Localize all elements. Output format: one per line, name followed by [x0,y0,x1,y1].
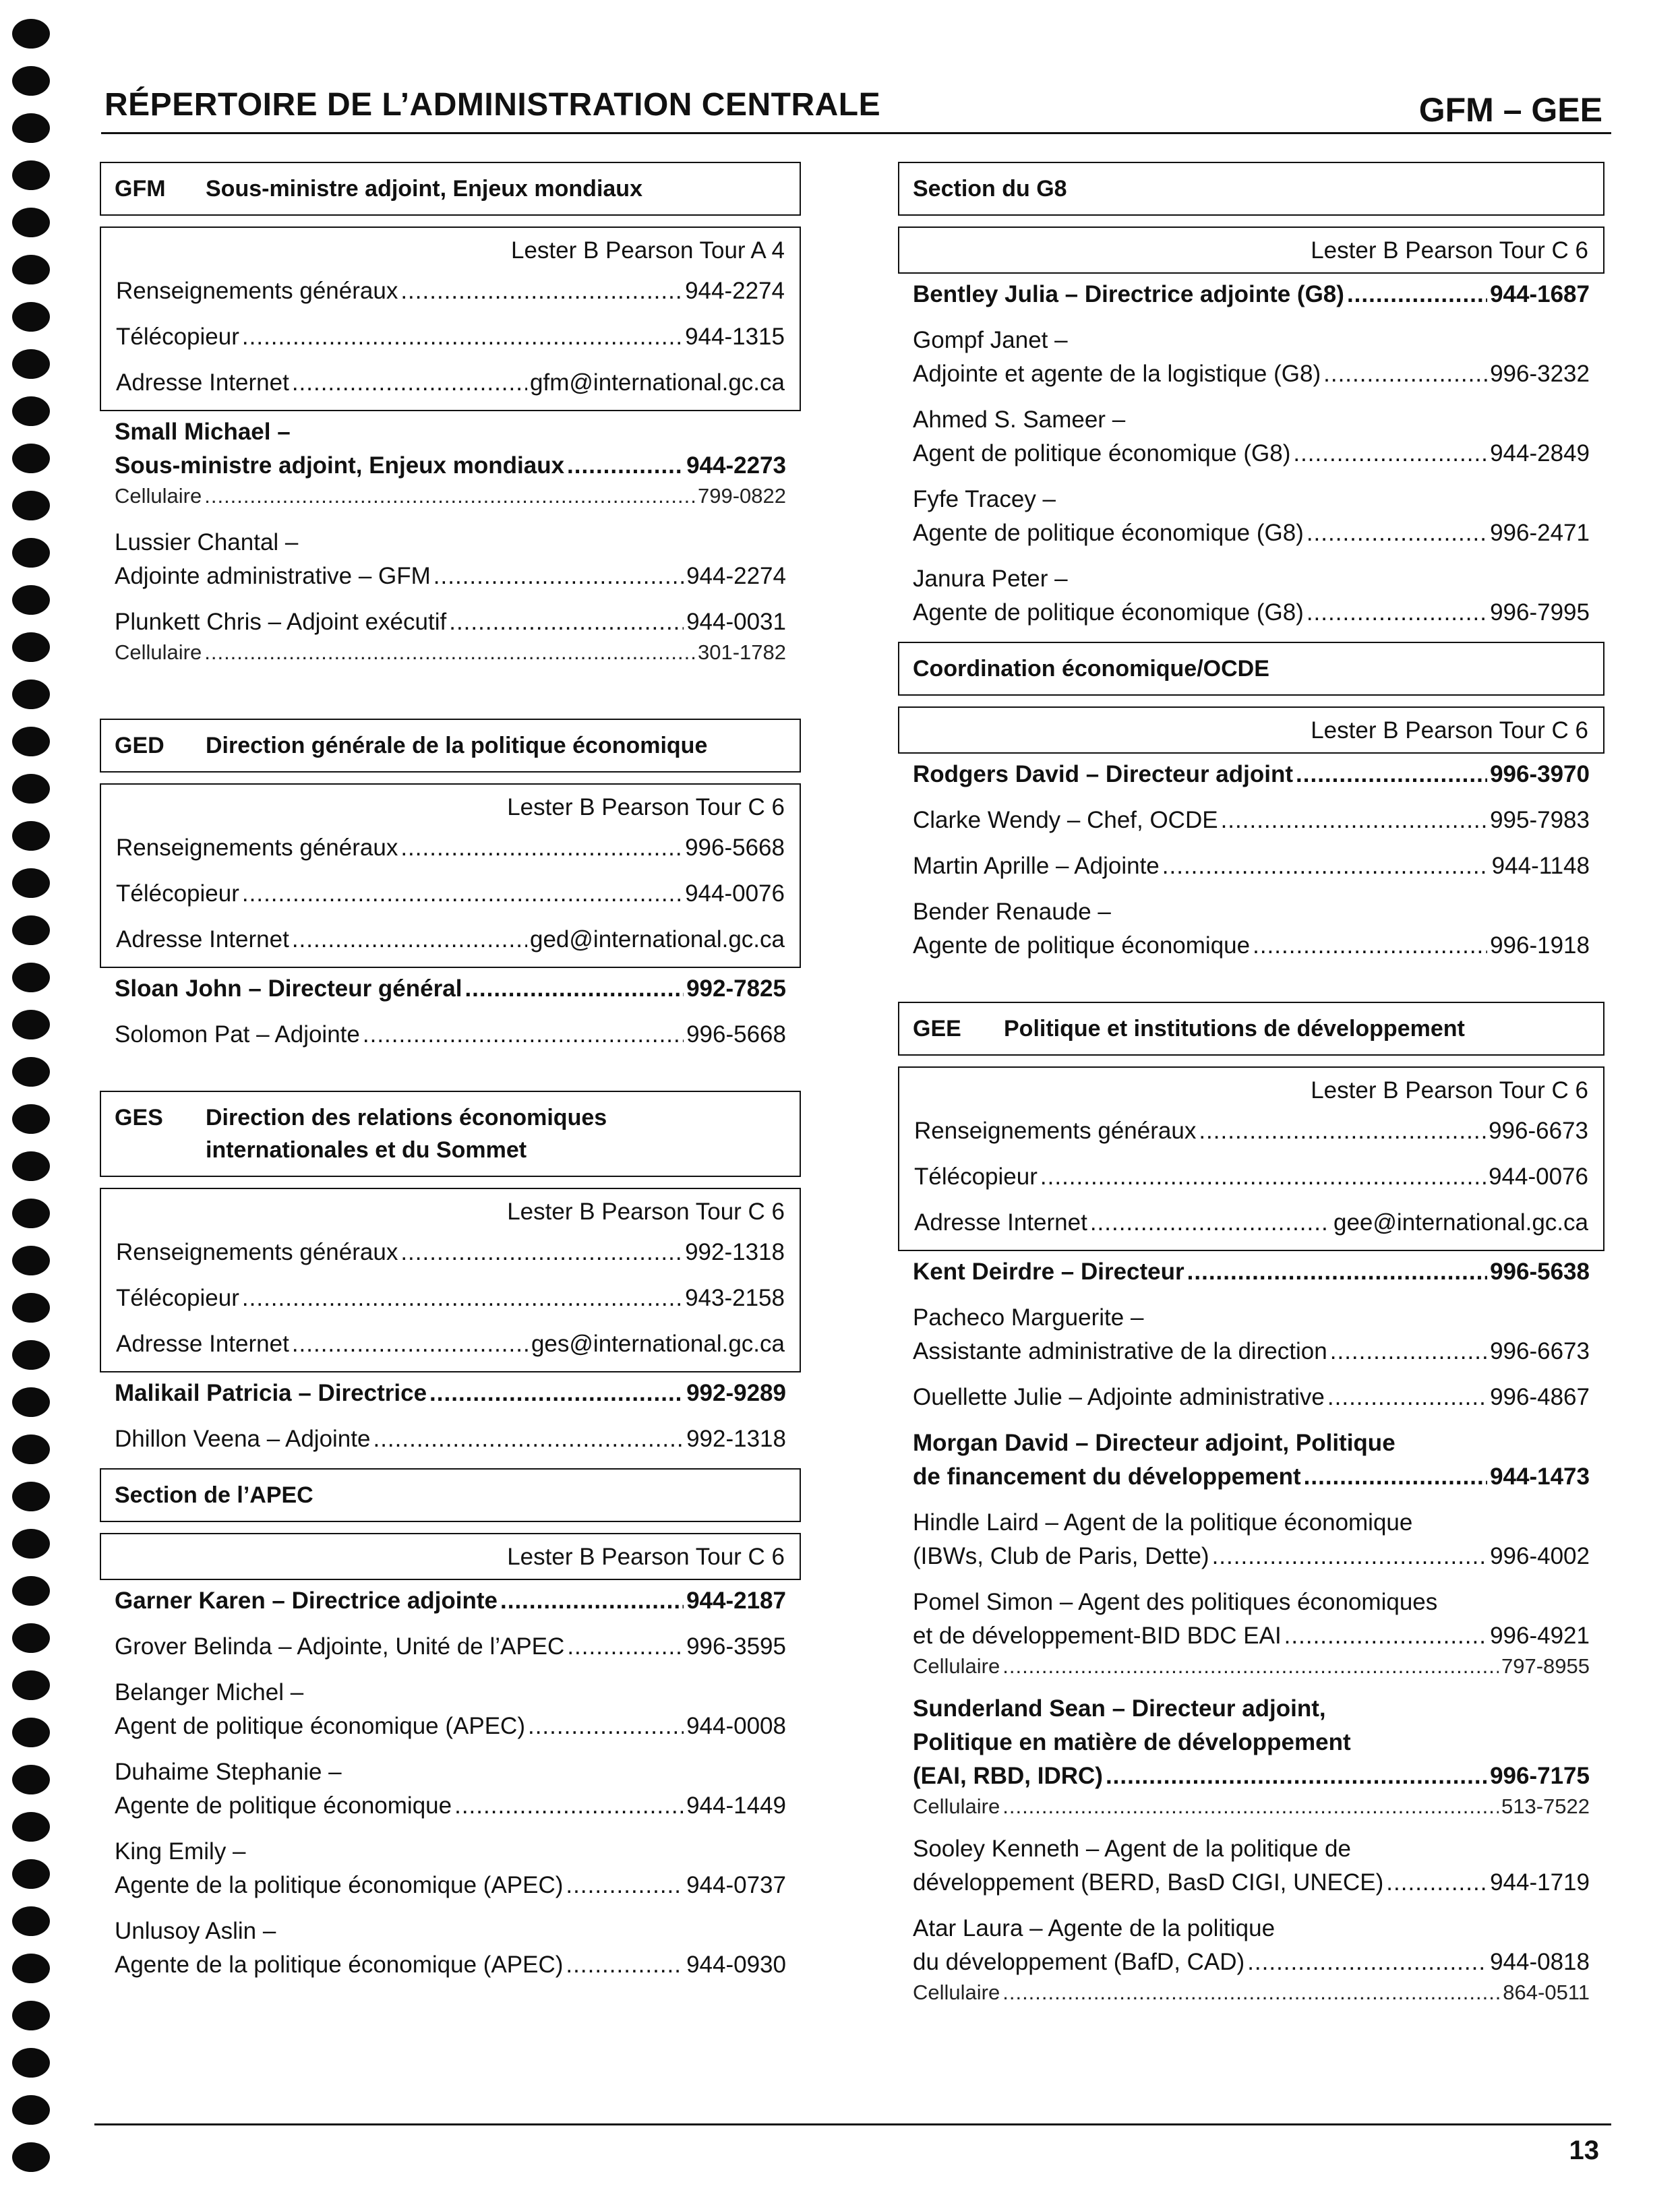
ges-section-header [100,1091,801,1177]
binder-holes [12,0,53,2205]
header-rule [101,132,1611,134]
binder-hole [12,821,50,851]
binder-hole [12,19,50,49]
page-number: 13 [1569,2136,1599,2165]
binder-hole [12,255,50,284]
binder-hole [12,963,50,992]
gee-section-header [898,1002,1604,1056]
location: Lester B Pearson Tour C 6 [1311,237,1588,264]
info-row: Renseignements généraux ..... 992-1318 [116,1230,785,1275]
binder-hole [12,2001,50,2030]
binder-hole [12,1623,50,1653]
binder-hole [12,444,50,473]
binder-hole [12,1151,50,1181]
staff-entry: Clarke Wendy – Chef, OCDE ..... 995-7983 [898,804,1604,837]
binder-hole [12,679,50,709]
staff-entry: Kent Deirdre – Directeur ..... 996-5638 [898,1255,1604,1289]
binder-hole [12,1576,50,1606]
binder-hole [12,113,50,143]
info-row: Télécopieur ..... 944-0076 [116,871,785,917]
staff-entry: Plunkett Chris – Adjoint exécutif ..... 944-0031 [100,605,801,639]
staff-entry: Lussier Chantal – Adjointe administrative – GFM ..... 944-2274 [100,526,801,593]
staff-entry: Sunderland Sean – Directeur adjoint, Politique en matière de développement (EAI, RBD, IDRC) ..... 996-7175 [898,1692,1604,1793]
email-link[interactable]: ged@international.gc.ca [530,926,785,953]
location: Lester B Pearson Tour A 4 [510,237,785,264]
section-title: Politique et institutions de développement [1004,1016,1465,1041]
binder-hole [12,774,50,804]
ocde-address-box [898,706,1604,754]
binder-hole [12,868,50,898]
g8-address-box [898,226,1604,274]
binder-hole [12,1906,50,1936]
staff-entry: Unlusoy Aslin – Agente de la politique économique (APEC) ..... 944-0930 [100,1914,801,1982]
binder-hole [12,632,50,662]
staff-entry: Belanger Michel – Agent de politique économique (APEC) ..... 944-0008 [100,1676,801,1743]
left-column [100,162,801,1994]
section-code: GFM [115,176,166,202]
staff-entry: Garner Karen – Directrice adjointe ..... 944-2187 [100,1584,801,1618]
email-link[interactable]: gfm@international.gc.ca [530,369,785,396]
ges-address-box [100,1188,801,1372]
binder-hole [12,585,50,615]
staff-entry: Janura Peter – Agente de politique économique (G8) ..... 996-7995 [898,562,1604,630]
staff-entry: Fyfe Tracey – Agente de politique économique (G8) ..... 996-2471 [898,483,1604,550]
section-title: Section du G8 [913,176,1067,202]
cell-row: Cellulaire ..... 513-7522 [898,1793,1604,1820]
location: Lester B Pearson Tour C 6 [1311,717,1588,744]
info-row: Adresse Internet ..... gee@international.gc.ca [914,1200,1588,1246]
section-title: Section de l’APEC [115,1482,313,1508]
binder-hole [12,1718,50,1747]
staff-entry: Gompf Janet – Adjointe et agente de la logistique (G8) ..... 996-3232 [898,324,1604,391]
staff-entry: Martin Aprille – Adjointe ..... 944-1148 [898,849,1604,883]
apec-section-header [100,1468,801,1522]
binder-hole [12,1340,50,1370]
binder-hole [12,1859,50,1889]
binder-hole [12,1010,50,1039]
gfm-section-header [100,162,801,216]
ocde-section-header [898,642,1604,696]
binder-hole [12,1670,50,1700]
binder-hole [12,2142,50,2172]
binder-hole [12,2095,50,2125]
staff-entry: Rodgers David – Directeur adjoint ..... 996-3970 [898,758,1604,791]
binder-hole [12,1812,50,1842]
location: Lester B Pearson Tour C 6 [1311,1077,1588,1104]
binder-hole [12,915,50,945]
location: Lester B Pearson Tour C 6 [507,794,785,820]
staff-entry: Dhillon Veena – Adjointe ..... 992-1318 [100,1422,801,1456]
staff-entry: Sooley Kenneth – Agent de la politique de développement (BERD, BasD CIGI, UNECE) ..... 944-1719 [898,1832,1604,1900]
staff-entry: Small Michael – Sous-ministre adjoint, Enjeux mondiaux ..... 944-2273 [100,415,801,483]
staff-entry: Bender Renaude – Agente de politique économique ..... 996-1918 [898,895,1604,963]
staff-entry: Solomon Pat – Adjointe ..... 996-5668 [100,1018,801,1052]
info-row: Renseignements généraux ..... 996-5668 [116,825,785,871]
staff-entry: Ouellette Julie – Adjointe administrative ..... 996-4867 [898,1381,1604,1414]
section-title: Direction des relations économiques internationales et du Sommet [206,1105,607,1163]
info-row: Télécopieur ..... 944-1315 [116,314,785,360]
staff-entry: Duhaime Stephanie – Agente de politique économique ..... 944-1449 [100,1755,801,1823]
staff-entry: Sloan John – Directeur général ..... 992-7825 [100,972,801,1006]
staff-entry: Grover Belinda – Adjointe, Unité de l’APEC ..... 996-3595 [100,1630,801,1664]
binder-hole [12,1765,50,1794]
right-column [898,162,1604,2006]
location: Lester B Pearson Tour C 6 [507,1199,785,1225]
staff-entry: Pacheco Marguerite – Assistante administrative de la direction ..... 996-6673 [898,1301,1604,1368]
ged-section-header [100,719,801,773]
info-row: Adresse Internet ..... ged@international.gc.ca [116,917,785,963]
g8-section-header [898,162,1604,216]
binder-hole [12,1529,50,1559]
ged-address-box [100,783,801,968]
binder-hole [12,66,50,96]
section-title: Coordination économique/OCDE [913,656,1269,682]
binder-hole [12,208,50,237]
staff-entry: Bentley Julia – Directrice adjointe (G8) ..... 944-1687 [898,278,1604,311]
staff-entry: Ahmed S. Sameer – Agent de politique économique (G8) ..... 944-2849 [898,403,1604,471]
binder-hole [12,538,50,568]
info-row: Adresse Internet ..... ges@international.gc.ca [116,1321,785,1367]
section-codes: GFM – GEE [1418,91,1602,129]
binder-hole [12,160,50,190]
staff-entry: Malikail Patricia – Directrice ..... 992-9289 [100,1377,801,1410]
gee-address-box [898,1066,1604,1251]
binder-hole [12,727,50,756]
info-row: Renseignements généraux ..... 944-2274 [116,268,785,314]
binder-hole [12,302,50,332]
binder-hole [12,1057,50,1087]
binder-hole [12,1434,50,1464]
section-code: GES [115,1105,163,1130]
binder-hole [12,1293,50,1323]
location: Lester B Pearson Tour C 6 [507,1544,785,1570]
binder-hole [12,1954,50,1983]
cell-row: Cellulaire ..... 799-0822 [100,483,801,510]
cell-row: Cellulaire ..... 864-0511 [898,1979,1604,2006]
binder-hole [12,1482,50,1511]
binder-hole [12,491,50,520]
section-title: Direction générale de la politique économique [206,733,708,758]
email-link[interactable]: gee@international.gc.ca [1333,1209,1588,1236]
apec-address-box [100,1533,801,1580]
section-code: GED [115,733,164,758]
staff-entry: King Emily – Agente de la politique économique (APEC) ..... 944-0737 [100,1835,801,1902]
email-link[interactable]: ges@international.gc.ca [531,1331,785,1357]
binder-hole [12,349,50,379]
info-row: Télécopieur ..... 943-2158 [116,1275,785,1321]
section-code: GEE [913,1016,961,1041]
staff-entry: Hindle Laird – Agent de la politique économique (IBWs, Club de Paris, Dette) ..... 996-4002 [898,1506,1604,1573]
info-row: Adresse Internet ..... gfm@international.gc.ca [116,360,785,406]
cell-row: Cellulaire ..... 797-8955 [898,1653,1604,1680]
staff-entry: Morgan David – Directeur adjoint, Politique de financement du développement ..... 944-1473 [898,1426,1604,1494]
binder-hole [12,1199,50,1228]
staff-entry: Atar Laura – Agente de la politique du développement (BafD, CAD) ..... 944-0818 [898,1912,1604,1979]
binder-hole [12,1387,50,1417]
staff-entry: Pomel Simon – Agent des politiques économiques et de développement-BID BDC EAI ..... 996-4921 [898,1585,1604,1653]
section-title: Sous-ministre adjoint, Enjeux mondiaux [206,176,642,202]
footer-rule [94,2123,1611,2125]
info-row: Télécopieur ..... 944-0076 [914,1154,1588,1200]
binder-hole [12,2048,50,2078]
binder-hole [12,396,50,426]
info-row: Renseignements généraux ..... 996-6673 [914,1108,1588,1154]
binder-hole [12,1246,50,1275]
binder-hole [12,1104,50,1134]
gfm-address-box [100,226,801,411]
page-title: RÉPERTOIRE DE L’ADMINISTRATION CENTRALE [104,87,881,123]
cell-row: Cellulaire ..... 301-1782 [100,639,801,666]
